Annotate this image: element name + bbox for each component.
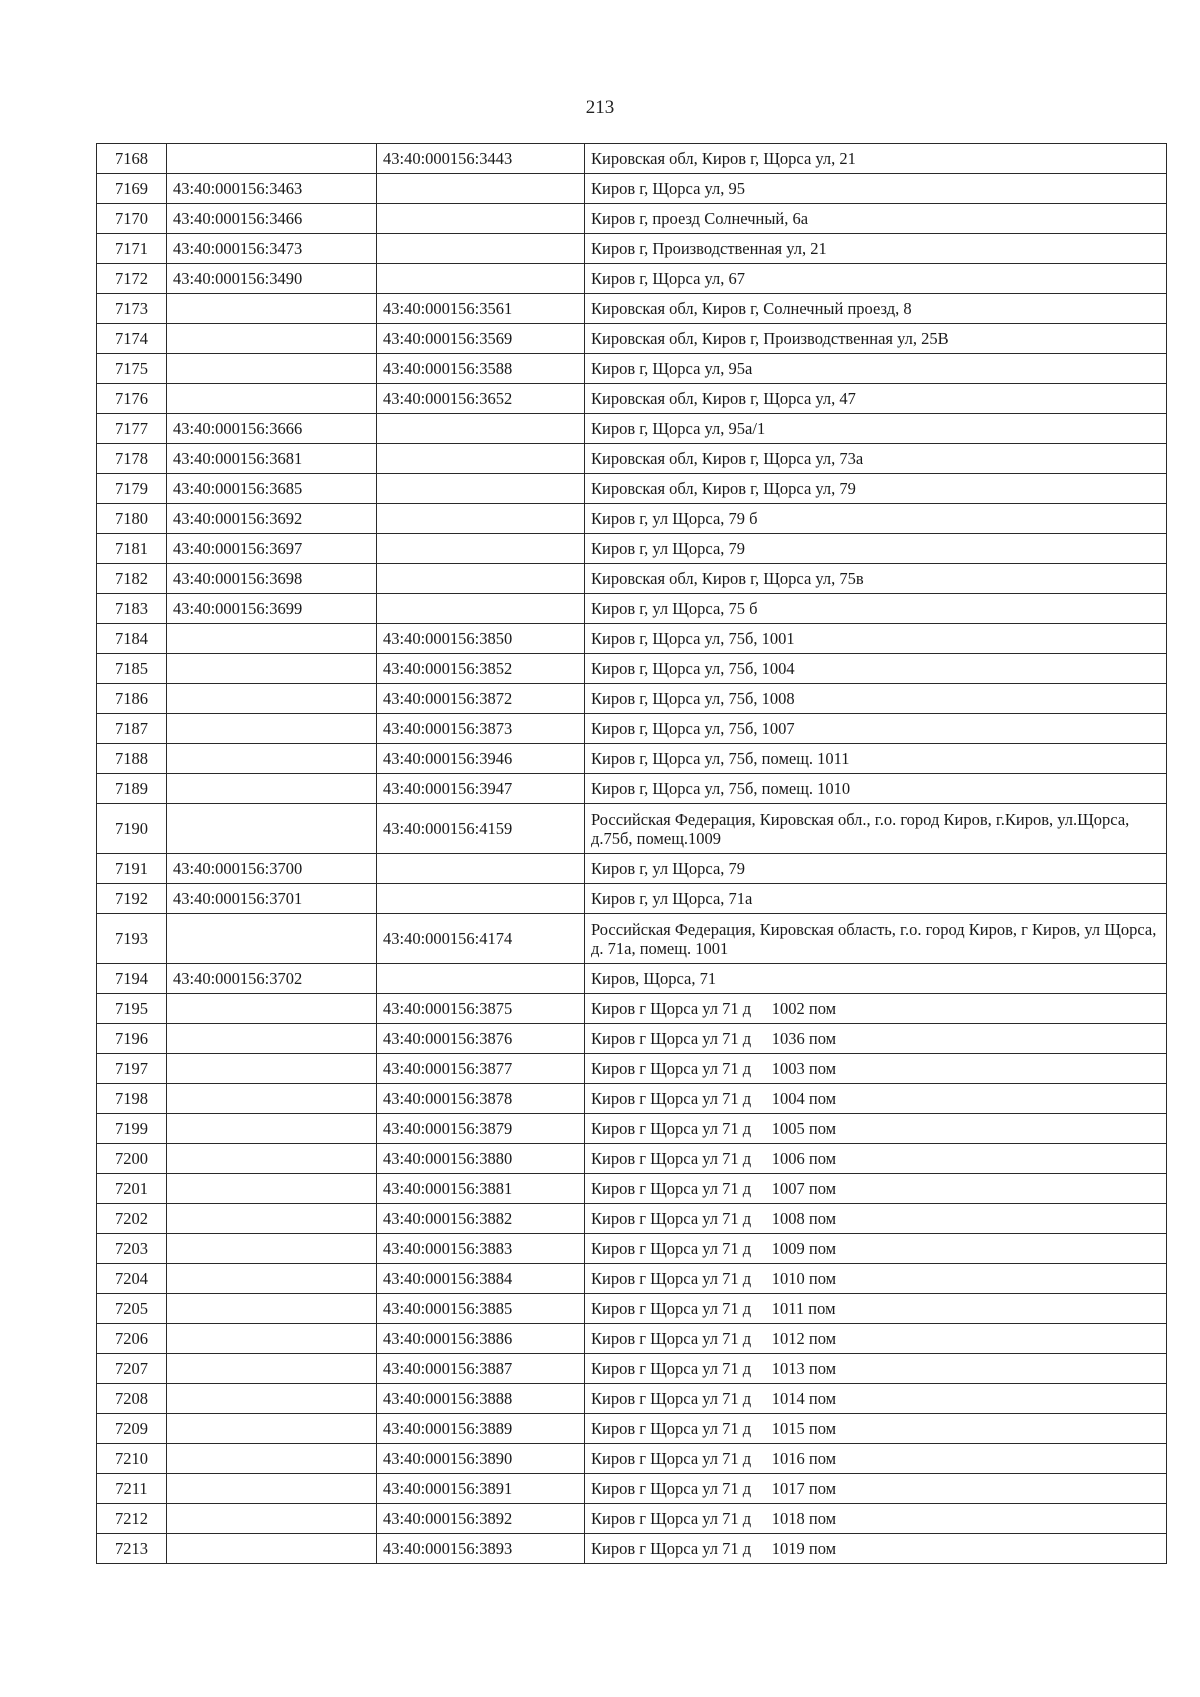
row-number: 7203 bbox=[97, 1234, 167, 1264]
row-number: 7178 bbox=[97, 444, 167, 474]
cadastral-number-parcel bbox=[167, 1504, 377, 1534]
address: Киров г, Щорса ул, 95а bbox=[585, 354, 1167, 384]
table-row bbox=[97, 594, 1167, 624]
row-number: 7192 bbox=[97, 884, 167, 914]
cadastral-number-object bbox=[377, 414, 585, 444]
cadastral-number-parcel bbox=[167, 1444, 377, 1474]
table-row bbox=[97, 414, 1167, 444]
row-number: 7204 bbox=[97, 1264, 167, 1294]
cadastral-number-object: 43:40:000156:3561 bbox=[377, 294, 585, 324]
cadastral-number-parcel: 43:40:000156:3698 bbox=[167, 564, 377, 594]
cadastral-number-parcel bbox=[167, 1234, 377, 1264]
table-row bbox=[97, 324, 1167, 354]
cadastral-number-object bbox=[377, 504, 585, 534]
table-row bbox=[97, 1444, 1167, 1474]
cadastral-number-object: 43:40:000156:3588 bbox=[377, 354, 585, 384]
address: Киров г, Щорса ул, 95 bbox=[585, 174, 1167, 204]
table-row bbox=[97, 1294, 1167, 1324]
cadastral-number-parcel bbox=[167, 324, 377, 354]
table-row bbox=[97, 174, 1167, 204]
table-row bbox=[97, 1324, 1167, 1354]
table-row bbox=[97, 354, 1167, 384]
cadastral-number-object: 43:40:000156:3881 bbox=[377, 1174, 585, 1204]
cadastral-number-object: 43:40:000156:4174 bbox=[377, 914, 585, 964]
cadastral-number-parcel bbox=[167, 1534, 377, 1564]
row-number: 7190 bbox=[97, 804, 167, 854]
cadastral-number-parcel bbox=[167, 744, 377, 774]
row-number: 7188 bbox=[97, 744, 167, 774]
cadastral-number-object: 43:40:000156:3652 bbox=[377, 384, 585, 414]
address: Киров г Щорса ул 71 д 1006 пом bbox=[585, 1144, 1167, 1174]
address: Киров, Щорса, 71 bbox=[585, 964, 1167, 994]
cadastral-number-object: 43:40:000156:3880 bbox=[377, 1144, 585, 1174]
table-row bbox=[97, 384, 1167, 414]
table-row bbox=[97, 684, 1167, 714]
cadastral-number-parcel bbox=[167, 654, 377, 684]
table-row bbox=[97, 854, 1167, 884]
table-row bbox=[97, 1504, 1167, 1534]
address: Киров г, Щорса ул, 75б, 1001 bbox=[585, 624, 1167, 654]
address: Киров г Щорса ул 71 д 1009 пом bbox=[585, 1234, 1167, 1264]
address: Киров г, Щорса ул, 75б, 1007 bbox=[585, 714, 1167, 744]
row-number: 7177 bbox=[97, 414, 167, 444]
address: Кировская обл, Киров г, Щорса ул, 79 bbox=[585, 474, 1167, 504]
cadastral-number-object bbox=[377, 594, 585, 624]
address: Киров г, Щорса ул, 67 bbox=[585, 264, 1167, 294]
cadastral-number-object bbox=[377, 534, 585, 564]
cadastral-number-parcel bbox=[167, 1084, 377, 1114]
cadastral-number-object bbox=[377, 564, 585, 594]
row-number: 7200 bbox=[97, 1144, 167, 1174]
address: Киров г Щорса ул 71 д 1019 пом bbox=[585, 1534, 1167, 1564]
row-number: 7174 bbox=[97, 324, 167, 354]
row-number: 7186 bbox=[97, 684, 167, 714]
cadastral-number-object bbox=[377, 444, 585, 474]
table-row bbox=[97, 1204, 1167, 1234]
address: Киров г Щорса ул 71 д 1011 пом bbox=[585, 1294, 1167, 1324]
row-number: 7199 bbox=[97, 1114, 167, 1144]
address: Киров г, Щорса ул, 75б, 1004 bbox=[585, 654, 1167, 684]
cadastral-number-object: 43:40:000156:4159 bbox=[377, 804, 585, 854]
table-row bbox=[97, 504, 1167, 534]
cadastral-number-object bbox=[377, 884, 585, 914]
row-number: 7202 bbox=[97, 1204, 167, 1234]
cadastral-number-parcel bbox=[167, 144, 377, 174]
cadastral-number-parcel bbox=[167, 774, 377, 804]
address: Киров г, ул Щорса, 79 bbox=[585, 854, 1167, 884]
cadastral-number-object bbox=[377, 964, 585, 994]
address: Киров г Щорса ул 71 д 1007 пом bbox=[585, 1174, 1167, 1204]
row-number: 7176 bbox=[97, 384, 167, 414]
cadastral-number-object bbox=[377, 264, 585, 294]
address: Кировская обл, Киров г, Щорса ул, 47 bbox=[585, 384, 1167, 414]
table-row bbox=[97, 884, 1167, 914]
table-row bbox=[97, 534, 1167, 564]
address: Киров г, проезд Солнечный, 6а bbox=[585, 204, 1167, 234]
row-number: 7180 bbox=[97, 504, 167, 534]
cadastral-number-parcel bbox=[167, 714, 377, 744]
address: Киров г, ул Щорса, 71а bbox=[585, 884, 1167, 914]
cadastral-number-object: 43:40:000156:3886 bbox=[377, 1324, 585, 1354]
table-row bbox=[97, 1024, 1167, 1054]
cadastral-number-parcel bbox=[167, 1474, 377, 1504]
address: Киров г Щорса ул 71 д 1013 пом bbox=[585, 1354, 1167, 1384]
address: Кировская обл, Киров г, Щорса ул, 73а bbox=[585, 444, 1167, 474]
cadastral-number-parcel bbox=[167, 1384, 377, 1414]
table-row bbox=[97, 144, 1167, 174]
cadastral-number-object: 43:40:000156:3850 bbox=[377, 624, 585, 654]
page-number: 213 bbox=[585, 97, 615, 118]
cadastral-number-parcel: 43:40:000156:3697 bbox=[167, 534, 377, 564]
address: Киров г, Щорса ул, 75б, помещ. 1010 bbox=[585, 774, 1167, 804]
cadastral-number-parcel bbox=[167, 1264, 377, 1294]
cadastral-number-parcel bbox=[167, 1204, 377, 1234]
row-number: 7189 bbox=[97, 774, 167, 804]
table-row bbox=[97, 714, 1167, 744]
cadastral-number-parcel: 43:40:000156:3702 bbox=[167, 964, 377, 994]
cadastral-number-object: 43:40:000156:3873 bbox=[377, 714, 585, 744]
row-number: 7208 bbox=[97, 1384, 167, 1414]
row-number: 7209 bbox=[97, 1414, 167, 1444]
table-row bbox=[97, 204, 1167, 234]
table-row bbox=[97, 1534, 1167, 1564]
cadastral-number-parcel bbox=[167, 1174, 377, 1204]
table-row bbox=[97, 564, 1167, 594]
table-row bbox=[97, 1174, 1167, 1204]
cadastral-number-parcel: 43:40:000156:3666 bbox=[167, 414, 377, 444]
cadastral-number-object: 43:40:000156:3443 bbox=[377, 144, 585, 174]
cadastral-number-parcel bbox=[167, 1024, 377, 1054]
address: Киров г, Производственная ул, 21 bbox=[585, 234, 1167, 264]
row-number: 7194 bbox=[97, 964, 167, 994]
row-number: 7191 bbox=[97, 854, 167, 884]
table-row bbox=[97, 964, 1167, 994]
cadastral-number-parcel: 43:40:000156:3692 bbox=[167, 504, 377, 534]
address: Российская Федерация, Кировская область, г.о. город Киров, г Киров, ул Щорса, д. 71а, помещ. 1001 bbox=[585, 914, 1167, 964]
cadastral-number-parcel: 43:40:000156:3685 bbox=[167, 474, 377, 504]
address: Киров г, ул Щорса, 75 б bbox=[585, 594, 1167, 624]
cadastral-number-object bbox=[377, 234, 585, 264]
address: Киров г, Щорса ул, 75б, 1008 bbox=[585, 684, 1167, 714]
address: Киров г Щорса ул 71 д 1016 пом bbox=[585, 1444, 1167, 1474]
cadastral-number-object bbox=[377, 474, 585, 504]
cadastral-number-object: 43:40:000156:3884 bbox=[377, 1264, 585, 1294]
cadastral-number-parcel bbox=[167, 804, 377, 854]
row-number: 7198 bbox=[97, 1084, 167, 1114]
row-number: 7205 bbox=[97, 1294, 167, 1324]
row-number: 7193 bbox=[97, 914, 167, 964]
address: Киров г Щорса ул 71 д 1002 пом bbox=[585, 994, 1167, 1024]
cadastral-number-parcel bbox=[167, 1054, 377, 1084]
row-number: 7197 bbox=[97, 1054, 167, 1084]
address: Кировская обл, Киров г, Щорса ул, 75в bbox=[585, 564, 1167, 594]
cadastral-number-parcel: 43:40:000156:3490 bbox=[167, 264, 377, 294]
address: Кировская обл, Киров г, Солнечный проезд, 8 bbox=[585, 294, 1167, 324]
cadastral-number-parcel: 43:40:000156:3473 bbox=[167, 234, 377, 264]
cadastral-number-object: 43:40:000156:3878 bbox=[377, 1084, 585, 1114]
cadastral-number-parcel: 43:40:000156:3699 bbox=[167, 594, 377, 624]
row-number: 7182 bbox=[97, 564, 167, 594]
row-number: 7210 bbox=[97, 1444, 167, 1474]
row-number: 7171 bbox=[97, 234, 167, 264]
table-row bbox=[97, 444, 1167, 474]
row-number: 7213 bbox=[97, 1534, 167, 1564]
address: Киров г Щорса ул 71 д 1017 пом bbox=[585, 1474, 1167, 1504]
table-row bbox=[97, 994, 1167, 1024]
row-number: 7201 bbox=[97, 1174, 167, 1204]
row-number: 7207 bbox=[97, 1354, 167, 1384]
row-number: 7168 bbox=[97, 144, 167, 174]
address: Киров г, Щорса ул, 95а/1 bbox=[585, 414, 1167, 444]
row-number: 7181 bbox=[97, 534, 167, 564]
cadastral-number-parcel bbox=[167, 294, 377, 324]
cadastral-number-parcel bbox=[167, 1144, 377, 1174]
row-number: 7185 bbox=[97, 654, 167, 684]
address: Киров г Щорса ул 71 д 1005 пом bbox=[585, 1114, 1167, 1144]
address: Киров г Щорса ул 71 д 1018 пом bbox=[585, 1504, 1167, 1534]
address: Кировская обл, Киров г, Производственная ул, 25В bbox=[585, 324, 1167, 354]
cadastral-number-object bbox=[377, 854, 585, 884]
row-number: 7187 bbox=[97, 714, 167, 744]
row-number: 7183 bbox=[97, 594, 167, 624]
address: Киров г Щорса ул 71 д 1008 пом bbox=[585, 1204, 1167, 1234]
table-row bbox=[97, 1474, 1167, 1504]
address: Киров г Щорса ул 71 д 1012 пом bbox=[585, 1324, 1167, 1354]
row-number: 7212 bbox=[97, 1504, 167, 1534]
address: Киров г Щорса ул 71 д 1015 пом bbox=[585, 1414, 1167, 1444]
table-row bbox=[97, 1384, 1167, 1414]
cadastral-number-parcel: 43:40:000156:3463 bbox=[167, 174, 377, 204]
address: Киров г, ул Щорса, 79 б bbox=[585, 504, 1167, 534]
cadastral-number-object: 43:40:000156:3889 bbox=[377, 1414, 585, 1444]
cadastral-number-parcel bbox=[167, 684, 377, 714]
cadastral-number-parcel bbox=[167, 994, 377, 1024]
row-number: 7195 bbox=[97, 994, 167, 1024]
row-number: 7175 bbox=[97, 354, 167, 384]
table-row bbox=[97, 294, 1167, 324]
cadastral-number-object: 43:40:000156:3883 bbox=[377, 1234, 585, 1264]
cadastral-number-parcel bbox=[167, 1294, 377, 1324]
address: Киров г Щорса ул 71 д 1004 пом bbox=[585, 1084, 1167, 1114]
cadastral-number-parcel bbox=[167, 1114, 377, 1144]
cadastral-number-object: 43:40:000156:3887 bbox=[377, 1354, 585, 1384]
table-row bbox=[97, 234, 1167, 264]
table-body bbox=[97, 144, 1167, 1564]
address: Кировская обл, Киров г, Щорса ул, 21 bbox=[585, 144, 1167, 174]
address: Киров г Щорса ул 71 д 1014 пом bbox=[585, 1384, 1167, 1414]
row-number: 7211 bbox=[97, 1474, 167, 1504]
row-number: 7169 bbox=[97, 174, 167, 204]
cadastral-number-parcel: 43:40:000156:3701 bbox=[167, 884, 377, 914]
cadastral-number-parcel: 43:40:000156:3681 bbox=[167, 444, 377, 474]
address: Российская Федерация, Кировская обл., г.о. город Киров, г.Киров, ул.Щорса, д.75б, помещ.1009 bbox=[585, 804, 1167, 854]
table-row bbox=[97, 1414, 1167, 1444]
cadastral-number-object: 43:40:000156:3888 bbox=[377, 1384, 585, 1414]
cadastral-number-object: 43:40:000156:3946 bbox=[377, 744, 585, 774]
address: Киров г, Щорса ул, 75б, помещ. 1011 bbox=[585, 744, 1167, 774]
cadastral-number-object bbox=[377, 204, 585, 234]
row-number: 7184 bbox=[97, 624, 167, 654]
cadastral-number-object: 43:40:000156:3877 bbox=[377, 1054, 585, 1084]
row-number: 7172 bbox=[97, 264, 167, 294]
table-row bbox=[97, 1354, 1167, 1384]
cadastral-number-object: 43:40:000156:3879 bbox=[377, 1114, 585, 1144]
cadastral-number-object: 43:40:000156:3875 bbox=[377, 994, 585, 1024]
cadastral-number-object: 43:40:000156:3890 bbox=[377, 1444, 585, 1474]
address: Киров г, ул Щорса, 79 bbox=[585, 534, 1167, 564]
row-number: 7173 bbox=[97, 294, 167, 324]
cadastral-number-parcel: 43:40:000156:3700 bbox=[167, 854, 377, 884]
row-number: 7206 bbox=[97, 1324, 167, 1354]
table-row bbox=[97, 654, 1167, 684]
table-row bbox=[97, 474, 1167, 504]
cadastral-number-parcel: 43:40:000156:3466 bbox=[167, 204, 377, 234]
cadastral-number-parcel bbox=[167, 1414, 377, 1444]
address: Киров г Щорса ул 71 д 1003 пом bbox=[585, 1054, 1167, 1084]
cadastral-number-parcel bbox=[167, 624, 377, 654]
table-row bbox=[97, 1084, 1167, 1114]
cadastral-number-parcel bbox=[167, 354, 377, 384]
table-row bbox=[97, 774, 1167, 804]
cadastral-number-parcel bbox=[167, 914, 377, 964]
cadastral-number-object: 43:40:000156:3882 bbox=[377, 1204, 585, 1234]
address: Киров г Щорса ул 71 д 1010 пом bbox=[585, 1264, 1167, 1294]
cadastral-number-object: 43:40:000156:3569 bbox=[377, 324, 585, 354]
row-number: 7170 bbox=[97, 204, 167, 234]
table-row bbox=[97, 804, 1167, 854]
address: Киров г Щорса ул 71 д 1036 пом bbox=[585, 1024, 1167, 1054]
table-row bbox=[97, 1054, 1167, 1084]
cadastral-number-object: 43:40:000156:3893 bbox=[377, 1534, 585, 1564]
table-row bbox=[97, 914, 1167, 964]
table-row bbox=[97, 1264, 1167, 1294]
row-number: 7179 bbox=[97, 474, 167, 504]
cadastral-number-object: 43:40:000156:3872 bbox=[377, 684, 585, 714]
cadastral-number-object: 43:40:000156:3947 bbox=[377, 774, 585, 804]
property-table bbox=[96, 143, 1167, 1564]
cadastral-number-object: 43:40:000156:3885 bbox=[377, 1294, 585, 1324]
cadastral-number-parcel bbox=[167, 1354, 377, 1384]
cadastral-number-object: 43:40:000156:3876 bbox=[377, 1024, 585, 1054]
cadastral-number-object: 43:40:000156:3891 bbox=[377, 1474, 585, 1504]
cadastral-number-object bbox=[377, 174, 585, 204]
cadastral-number-object: 43:40:000156:3892 bbox=[377, 1504, 585, 1534]
cadastral-number-object: 43:40:000156:3852 bbox=[377, 654, 585, 684]
row-number: 7196 bbox=[97, 1024, 167, 1054]
table-row bbox=[97, 1114, 1167, 1144]
table-row bbox=[97, 1144, 1167, 1174]
table-row bbox=[97, 624, 1167, 654]
table-row bbox=[97, 744, 1167, 774]
table-row bbox=[97, 1234, 1167, 1264]
table-row bbox=[97, 264, 1167, 294]
cadastral-number-parcel bbox=[167, 1324, 377, 1354]
cadastral-number-parcel bbox=[167, 384, 377, 414]
